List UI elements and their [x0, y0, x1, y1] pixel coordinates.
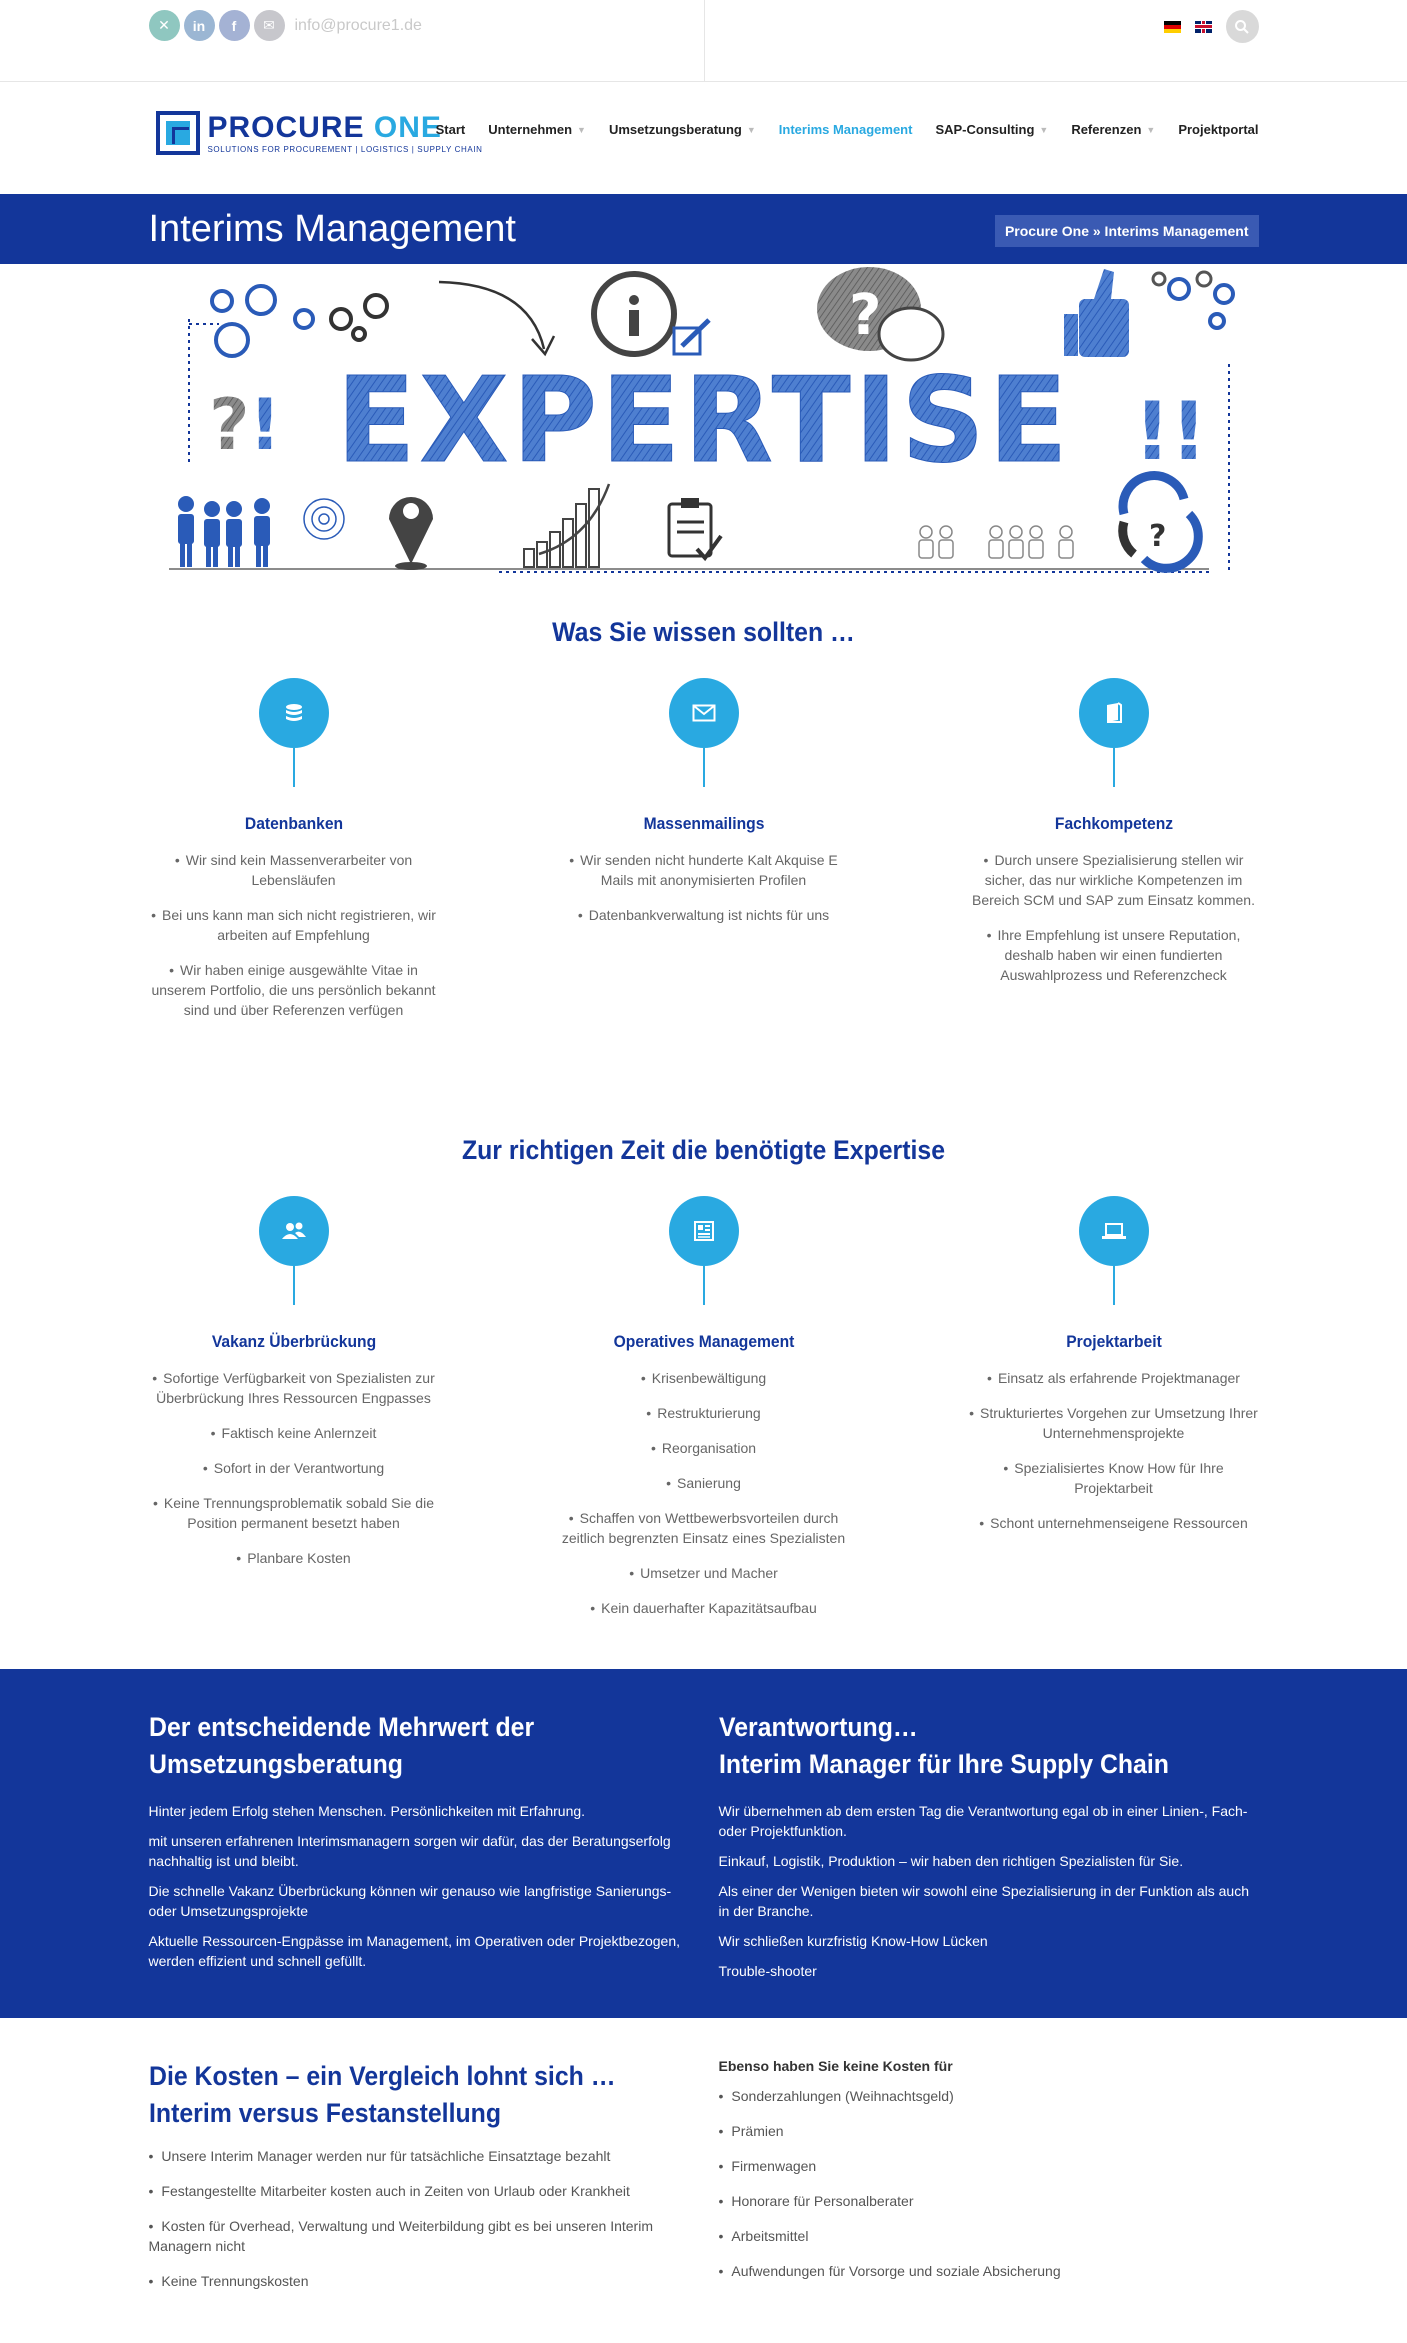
list-item: • Sofortige Verfügbarkeit von Spezialisten zur Überbrückung Ihres Ressourcen Engpasses: [149, 1368, 439, 1408]
svg-text:?: ?: [208, 384, 250, 466]
svg-text:?: ?: [1148, 519, 1166, 554]
list-item: • Einsatz als erfahrende Projektmanager: [969, 1368, 1259, 1388]
list-item: • Keine Trennungskosten: [149, 2271, 689, 2291]
page-title: Interims Management: [148, 208, 516, 250]
search-button[interactable]: [1226, 10, 1259, 43]
connector-line: [703, 1266, 705, 1305]
search-icon: [1234, 19, 1250, 35]
nav-item-start[interactable]: [436, 122, 466, 137]
list-item: • Sonderzahlungen (Weihnachtsgeld): [719, 2086, 1259, 2106]
costs-subtitle: Ebenso haben Sie keine Kosten für: [718, 2058, 953, 2074]
brand-name-part1: PROCURE: [207, 110, 365, 144]
connector-line: [293, 748, 295, 787]
facebook-icon[interactable]: f: [219, 10, 250, 41]
section-title: Zur richtigen Zeit die benötigte Expertise: [461, 1135, 946, 1165]
chevron-down-icon: ▼: [577, 124, 586, 135]
list-item: • Sofort in der Verantwortung: [149, 1458, 439, 1478]
laptop-icon: [1079, 1196, 1149, 1266]
nav-item-interims-management[interactable]: [779, 122, 913, 137]
hero-image: [149, 264, 1259, 581]
svg-text:!!: !!: [1133, 385, 1207, 478]
nav-label: Interims Management: [778, 122, 913, 137]
paragraph: Als einer der Wenigen bieten wir sowohl eine Spezialisierung in der Funktion als auch in der Branche.: [718, 1883, 1249, 1919]
costs-right-column: [719, 2058, 1259, 2306]
feature-title: Massenmailings: [643, 814, 764, 833]
feature-list: [149, 850, 439, 1020]
site-header: [0, 82, 1407, 194]
feature-title: Operatives Management: [613, 1332, 794, 1351]
feature-title: Fachkompetenz: [1054, 814, 1173, 833]
flag-de-icon[interactable]: [1164, 21, 1181, 33]
linkedin-icon[interactable]: in: [184, 10, 215, 41]
connector-line: [1113, 748, 1115, 787]
chevron-down-icon: ▼: [746, 124, 756, 135]
list-item: • Spezialisiertes Know How für Ihre Projektarbeit: [969, 1458, 1259, 1498]
paragraph: Hinter jedem Erfolg stehen Menschen. Persönlichkeiten mit Erfahrung.: [148, 1803, 586, 1819]
chevron-down-icon: ▼: [1146, 124, 1156, 135]
connector-line: [293, 1266, 295, 1305]
costs-list: [719, 2086, 1259, 2281]
costs-left-column: [149, 2058, 689, 2306]
costs-title: [149, 2058, 646, 2132]
feature-title: Datenbanken: [244, 814, 343, 833]
list-item: • Wir senden nicht hunderte Kalt Akquise E Mails mit anonymisierten Profilen: [559, 850, 849, 890]
title-line: Interim versus Festanstellung: [148, 2098, 501, 2128]
list-item: • Faktisch keine Anlernzeit: [149, 1423, 439, 1443]
email-link[interactable]: info@procure1.de: [294, 16, 422, 34]
list-item: • Keine Trennungsproblematik sobald Sie die Position permanent besetzt haben: [149, 1493, 439, 1533]
nav-label: Start: [435, 122, 466, 137]
section-title: Was Sie wissen sollten …: [552, 617, 855, 647]
svg-text:!: !: [248, 384, 281, 466]
connector-line: [1113, 1266, 1115, 1305]
svg-text:?: ?: [848, 283, 881, 348]
list-item: • Kein dauerhafter Kapazitätsaufbau: [559, 1598, 849, 1618]
paragraph: Wir übernehmen ab dem ersten Tag die Verantwortung egal ob in einer Linien-, Fach- oder Projektfunktion.: [718, 1803, 1248, 1839]
newspaper-icon: [669, 1196, 739, 1266]
main-nav: [413, 122, 1259, 137]
list-item: • Bei uns kann man sich nicht registrieren, wir arbeiten auf Empfehlung: [149, 905, 439, 945]
title-line: Der entscheidende Mehrwert der: [148, 1712, 534, 1742]
costs-list: [149, 2146, 689, 2291]
database-icon: [259, 678, 329, 748]
hero-word: EXPERTISE: [336, 351, 1071, 489]
nav-item-referenzen[interactable]: [1071, 122, 1155, 137]
nav-item-projektportal[interactable]: [1178, 122, 1258, 137]
feature-row: [149, 1196, 1259, 1633]
paragraph: Die schnelle Vakanz Überbrückung können wir genauso wie langfristige Sanierungs- oder Umsetzungsprojekte: [148, 1883, 672, 1919]
feature-list: [559, 1368, 849, 1618]
feature-card: [149, 1196, 439, 1633]
nav-label: Projektportal: [1178, 122, 1259, 137]
users-icon: [259, 1196, 329, 1266]
list-item: • Durch unsere Spezialisierung stellen wir sicher, das nur wirkliche Kompetenzen im Bereich SCM und SAP zum Einsatz kommen.: [969, 850, 1259, 910]
paragraph: Trouble-shooter: [718, 1963, 817, 1979]
paragraph: Einkauf, Logistik, Produktion – wir haben den richtigen Spezialisten für Sie.: [718, 1853, 1184, 1869]
paragraph: Wir schließen kurzfristig Know-How Lücken: [718, 1933, 988, 1949]
nav-label: SAP-Consulting: [935, 122, 1035, 137]
list-item: • Unsere Interim Manager werden nur für tatsächliche Einsatztage bezahlt: [149, 2146, 689, 2166]
flag-en-icon[interactable]: [1195, 21, 1212, 33]
band-right-column: [719, 1709, 1259, 1991]
list-item: • Schont unternehmenseigene Ressourcen: [969, 1513, 1259, 1533]
topbar-tools: [1164, 10, 1259, 43]
list-item: • Wir haben einige ausgewählte Vitae in unserem Portfolio, die uns persönlich bekannt sind und über Referenzen verfügen: [149, 960, 439, 1020]
nav-item-unternehmen[interactable]: [488, 122, 586, 137]
connector-line: [703, 748, 705, 787]
list-item: • Reorganisation: [559, 1438, 849, 1458]
topbar: [0, 0, 1407, 82]
list-item: • Honorare für Personalberater: [719, 2191, 1259, 2211]
list-item: • Datenbankverwaltung ist nichts für uns: [559, 905, 849, 925]
title-line: Interim Manager für Ihre Supply Chain: [718, 1749, 1169, 1779]
paragraph: Aktuelle Ressourcen-Engpässe im Management, im Operativen oder Projektbezogen, werden effizient und schnell gefüllt.: [148, 1933, 681, 1969]
divider: [704, 0, 705, 82]
nav-label: Referenzen: [1071, 122, 1142, 137]
feature-row: [149, 678, 1259, 1035]
list-item: • Strukturiertes Vorgehen zur Umsetzung Ihrer Unternehmensprojekte: [969, 1403, 1259, 1443]
band-left-title: [149, 1709, 646, 1783]
email-icon[interactable]: ✉: [254, 10, 285, 41]
book-icon: [1079, 678, 1149, 748]
envelope-icon: [669, 678, 739, 748]
list-item: • Arbeitsmittel: [719, 2226, 1259, 2246]
feature-list: [969, 1368, 1259, 1533]
feature-card: [149, 678, 439, 1035]
xing-icon[interactable]: ✕: [149, 10, 180, 41]
value-band: [0, 1669, 1407, 2018]
nav-item-sap-consulting[interactable]: [935, 122, 1048, 137]
list-item: • Aufwendungen für Vorsorge und soziale Absicherung: [719, 2261, 1259, 2281]
costs-section: [0, 2018, 1407, 2306]
chevron-down-icon: ▼: [1039, 124, 1049, 135]
list-item: • Prämien: [719, 2121, 1259, 2141]
feature-title: Vakanz Überbrückung: [211, 1332, 376, 1351]
feature-list: [969, 850, 1259, 985]
feature-card: [969, 678, 1259, 1035]
list-item: • Krisenbewältigung: [559, 1368, 849, 1388]
list-item: • Planbare Kosten: [149, 1548, 439, 1568]
social-links: [149, 10, 422, 41]
page-title-bar: [0, 194, 1407, 264]
logo-mark-icon: [156, 111, 200, 155]
feature-card: [969, 1196, 1259, 1633]
list-item: • Wir sind kein Massenverarbeiter von Lebensläufen: [149, 850, 439, 890]
nav-item-umsetzungsberatung[interactable]: [609, 122, 756, 137]
list-item: • Restrukturierung: [559, 1403, 849, 1423]
list-item: • Festangestellte Mitarbeiter kosten auch in Zeiten von Urlaub oder Krankheit: [149, 2181, 689, 2201]
feature-title: Projektarbeit: [1065, 1332, 1162, 1351]
brand-tagline: SOLUTIONS FOR PROCUREMENT | LOGISTICS | SUPPLY CHAIN: [207, 144, 483, 154]
band-right-title: [719, 1709, 1216, 1783]
feature-card: [559, 678, 849, 1035]
list-item: • Ihre Empfehlung ist unsere Reputation, deshalb haben wir einen fundierten Auswahlprozess und Referenzcheck: [969, 925, 1259, 985]
nav-label: Umsetzungsberatung: [608, 122, 742, 137]
title-line: Die Kosten – ein Vergleich lohnt sich …: [148, 2061, 616, 2091]
list-item: • Schaffen von Wettbewerbsvorteilen durch zeitlich begrenzten Einsatz eines Spezialisten: [559, 1508, 849, 1548]
feature-list: [559, 850, 849, 925]
nav-label: Unternehmen: [488, 122, 573, 137]
paragraph: mit unseren erfahrenen Interimsmanagern sorgen wir dafür, das der Beratungserfolg nachhaltig ist und bleibt.: [148, 1833, 671, 1869]
band-left-column: [149, 1709, 689, 1991]
feature-card: [559, 1196, 849, 1633]
title-line: Umsetzungsberatung: [148, 1749, 403, 1779]
brand-name-part2: ONE: [373, 110, 442, 144]
list-item: • Kosten für Overhead, Verwaltung und Weiterbildung gibt es bei unseren Interim Managern nicht: [149, 2216, 689, 2256]
expertise-illustration: [149, 264, 1259, 581]
list-item: • Sanierung: [559, 1473, 849, 1493]
list-item: • Firmenwagen: [719, 2156, 1259, 2176]
feature-list: [149, 1368, 439, 1568]
title-line: Verantwortung…: [718, 1712, 918, 1742]
breadcrumb[interactable]: Procure One » Interims Management: [995, 215, 1259, 247]
list-item: • Umsetzer und Macher: [559, 1563, 849, 1583]
